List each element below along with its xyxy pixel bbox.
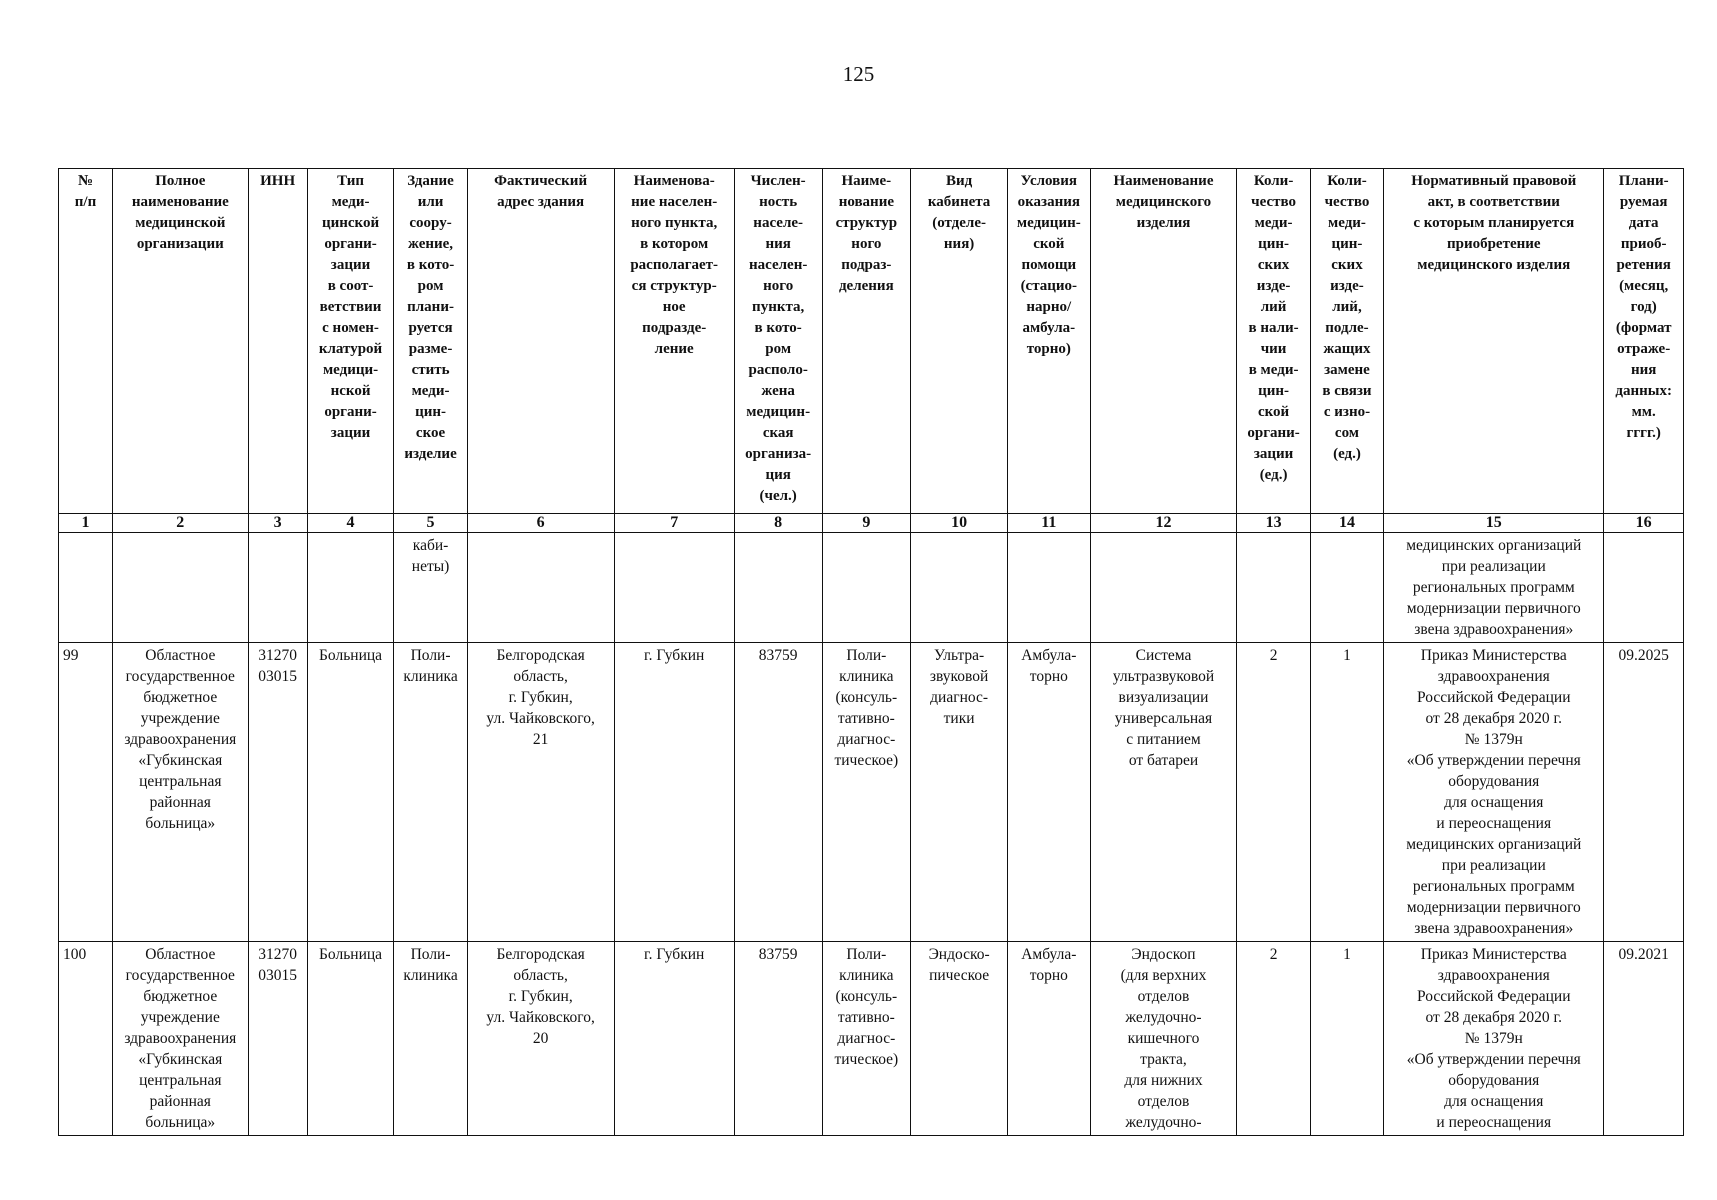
header-cell: Вид кабинета (отделе- ния) <box>911 169 1008 514</box>
header-cell: Наименова- ние населен- ного пункта, в котором располагает- ся структур- ное подразде- ление <box>614 169 734 514</box>
population-cell: 83759 <box>734 942 822 1136</box>
conditions-cell: Амбула- торно <box>1008 643 1091 942</box>
qty-replace-cell: 1 <box>1310 643 1383 942</box>
conditions-cell: Амбула- торно <box>1008 942 1091 1136</box>
organization-name: Областное государственное бюджетное учреждение здравоохранения «Губкинская центральная районная больница» <box>113 643 249 942</box>
column-number-row <box>59 514 1684 533</box>
header-cell: Числен- ность населе- ния населен- ного пункта, в кото- ром располо- жена медицин- ская организа- ция (чел.) <box>734 169 822 514</box>
column-number: 11 <box>1008 514 1091 533</box>
column-number: 12 <box>1090 514 1237 533</box>
device-cell: Эндоскоп (для верхних отделов желудочно- кишечного тракта, для нижних отделов желудочно- <box>1090 942 1237 1136</box>
column-number: 16 <box>1604 514 1684 533</box>
locality-cell: г. Губкин <box>614 643 734 942</box>
building-cell: Поли- клиника <box>394 643 467 942</box>
address-cell: Белгородская область, г. Губкин, ул. Чайковского, 20 <box>467 942 614 1136</box>
table-cell <box>113 533 249 643</box>
qty-available-cell: 2 <box>1237 643 1310 942</box>
date-cell: 09.2025 <box>1604 643 1684 942</box>
column-number: 13 <box>1237 514 1310 533</box>
date-cell: 09.2021 <box>1604 942 1684 1136</box>
header-cell: Плани- руемая дата приоб- ретения (месяц, год) (формат отраже- ния данных: мм. гггг.) <box>1604 169 1684 514</box>
column-number: 15 <box>1384 514 1604 533</box>
org-type-cell: Больница <box>307 942 394 1136</box>
population-cell: 83759 <box>734 643 822 942</box>
inn-cell: 31270 03015 <box>248 942 307 1136</box>
table-row <box>59 643 1684 942</box>
header-cell: Нормативный правовой акт, в соответствии с которым планируется приобретение медицинского изделия <box>1384 169 1604 514</box>
header-cell: Коли- чество меди- цин- ских изде- лий, подле- жащих замене в связи с изно- сом (ед.) <box>1310 169 1383 514</box>
device-cell: Система ультразвуковой визуализации универсальная с питанием от батареи <box>1090 643 1237 942</box>
header-cell: ИНН <box>248 169 307 514</box>
table-cell <box>248 533 307 643</box>
column-number: 10 <box>911 514 1008 533</box>
cabinet-cell: Эндоско- пическое <box>911 942 1008 1136</box>
column-number: 3 <box>248 514 307 533</box>
cabinet-cell: Ультра- звуковой диагнос- тики <box>911 643 1008 942</box>
unit-cell: Поли- клиника (консуль- тативно- диагнос- тическое) <box>822 643 911 942</box>
building-cell: каби- неты) <box>394 533 467 643</box>
unit-cell: Поли- клиника (консуль- тативно- диагнос- тическое) <box>822 942 911 1136</box>
inn-cell: 31270 03015 <box>248 643 307 942</box>
org-type-cell: Больница <box>307 643 394 942</box>
table-cell <box>1090 533 1237 643</box>
column-number: 9 <box>822 514 911 533</box>
organization-name: Областное государственное бюджетное учреждение здравоохранения «Губкинская центральная районная больница» <box>113 942 249 1136</box>
header-row <box>59 169 1684 514</box>
header-cell: Наименование медицинского изделия <box>1090 169 1237 514</box>
header-cell: № п/п <box>59 169 113 514</box>
qty-replace-cell: 1 <box>1310 942 1383 1136</box>
locality-cell: г. Губкин <box>614 942 734 1136</box>
header-cell: Наиме- нование структур ного подраз- деления <box>822 169 911 514</box>
qty-available-cell: 2 <box>1237 942 1310 1136</box>
header-cell: Фактический адрес здания <box>467 169 614 514</box>
table-cell <box>1604 533 1684 643</box>
building-cell: Поли- клиника <box>394 942 467 1136</box>
equipment-table <box>58 168 1684 1136</box>
table-cell <box>1310 533 1383 643</box>
table-cell <box>1237 533 1310 643</box>
row-number: 100 <box>59 942 113 1136</box>
table-cell <box>467 533 614 643</box>
header-cell: Условия оказания медицин- ской помощи (стацио- нарно/ амбула- торно) <box>1008 169 1091 514</box>
table-cell <box>1008 533 1091 643</box>
header-cell: Коли- чество меди- цин- ских изде- лий в нали- чии в меди- цин- ской органи- зации (ед.) <box>1237 169 1310 514</box>
column-number: 4 <box>307 514 394 533</box>
column-number: 5 <box>394 514 467 533</box>
continuation-row <box>59 533 1684 643</box>
column-number: 14 <box>1310 514 1383 533</box>
header-cell: Здание или соору- жение, в кото- ром плани- руется разме- стить меди- цин- ское изделие <box>394 169 467 514</box>
table-cell <box>734 533 822 643</box>
table-cell <box>822 533 911 643</box>
table-row <box>59 942 1684 1136</box>
table-cell <box>911 533 1008 643</box>
column-number: 6 <box>467 514 614 533</box>
header-cell: Полное наименование медицинской организации <box>113 169 249 514</box>
table-cell <box>59 533 113 643</box>
column-number: 7 <box>614 514 734 533</box>
legal-act-cell: медицинских организаций при реализации региональных программ модернизации первичного звена здравоохранения» <box>1384 533 1604 643</box>
legal-act-cell: Приказ Министерства здравоохранения Российской Федерации от 28 декабря 2020 г. № 1379н «Об утверждении перечня оборудования для оснащения и переоснащения медицинских организаций при реализации региональных программ модернизации первичного звена здравоохранения» <box>1384 643 1604 942</box>
column-number: 2 <box>113 514 249 533</box>
table-cell <box>614 533 734 643</box>
row-number: 99 <box>59 643 113 942</box>
address-cell: Белгородская область, г. Губкин, ул. Чайковского, 21 <box>467 643 614 942</box>
page-number: 125 <box>842 62 875 86</box>
column-number: 8 <box>734 514 822 533</box>
column-number: 1 <box>59 514 113 533</box>
table-cell <box>307 533 394 643</box>
legal-act-cell: Приказ Министерства здравоохранения Российской Федерации от 28 декабря 2020 г. № 1379н «Об утверждении перечня оборудования для оснащения и переоснащения <box>1384 942 1604 1136</box>
header-cell: Тип меди- цинской органи- зации в соот- ветствии с номен- клатурой медици- нской органи- зации <box>307 169 394 514</box>
